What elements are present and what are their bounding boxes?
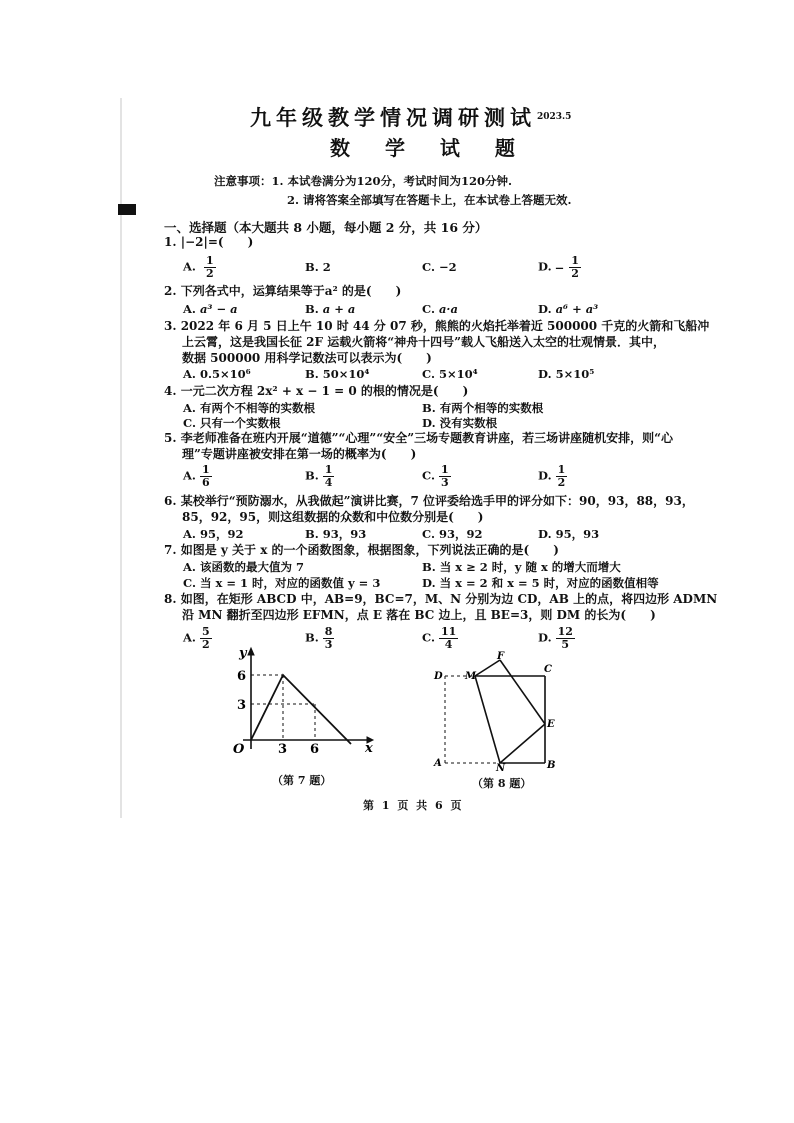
q6-option-a: A. 95，92 bbox=[183, 527, 244, 541]
point-N-label: N bbox=[496, 763, 506, 772]
q5-option-a: A. $\frac{1}{6}$ bbox=[183, 463, 210, 489]
point-B-label: B bbox=[547, 760, 556, 771]
point-D-label: D bbox=[434, 671, 443, 682]
figure-8-caption: （第 8 题） bbox=[472, 777, 532, 790]
question-3-line-3: 数据 500000 用科学记数法可以表示为( ) bbox=[182, 351, 432, 365]
function-graph bbox=[251, 675, 351, 744]
notes-line-2: 2. 请将答案全部填写在答题卡上，在本试卷上答题无效. bbox=[287, 193, 572, 207]
q5-option-c: C. $\frac{1}{3}$ bbox=[422, 463, 449, 489]
q4-option-d: D. 没有实数根 bbox=[422, 416, 498, 430]
q8-option-b: B. $\frac{8}{3}$ bbox=[305, 625, 333, 651]
edge-MF bbox=[475, 660, 500, 676]
q2-option-a: A. a³ − a bbox=[183, 302, 238, 316]
question-4: 4. 一元二次方程 2x² + x − 1 = 0 的根的情况是( ) bbox=[164, 384, 469, 398]
q2-option-b: B. a + a bbox=[305, 302, 356, 316]
figure-8-diagram bbox=[430, 650, 565, 772]
x-tick-3: 3 bbox=[278, 742, 288, 757]
y-tick-3: 3 bbox=[237, 698, 247, 713]
q3-option-d: D. 5×10⁵ bbox=[538, 367, 595, 381]
scan-marker bbox=[118, 204, 136, 215]
page-footer: 第 1 页 共 6 页 bbox=[363, 799, 464, 812]
q4-option-a: A. 有两个不相等的实数根 bbox=[183, 401, 315, 415]
q1-option-b: B. 2 bbox=[305, 260, 331, 274]
q4-option-c: C. 只有一个实数根 bbox=[183, 416, 281, 430]
q8-option-d: D. $\frac{12}{5}$ bbox=[538, 625, 573, 651]
exam-title: 九年级教学情况调研测试 bbox=[250, 105, 536, 130]
question-7: 7. 如图是 y 关于 x 的一个函数图象，根据图象，下列说法正确的是( ) bbox=[164, 543, 559, 557]
exam-subtitle: 数 学 试 题 bbox=[330, 136, 529, 160]
section-title: 一、选择题（本大题共 8 小题，每小题 2 分，共 16 分） bbox=[164, 220, 488, 235]
point-E-label: E bbox=[547, 719, 555, 730]
q7-option-d: D. 当 x = 2 和 x = 5 时，对应的函数值相等 bbox=[422, 576, 659, 590]
q6-option-b: B. 93，93 bbox=[305, 527, 367, 541]
question-6-line-1: 6. 某校举行“预防溺水，从我做起”演讲比赛，7 位评委给选手甲的评分如下：90，93，88，93， bbox=[164, 494, 694, 508]
y-tick-6: 6 bbox=[237, 669, 247, 684]
question-3-line-1: 3. 2022 年 6 月 5 日上午 10 时 44 分 07 秒，熊熊的火焰托举着近 500000 千克的火箭和飞船冲 bbox=[164, 319, 710, 333]
question-5-line-2: 理”专题讲座被安排在第一场的概率为( ) bbox=[182, 447, 417, 461]
q1-option-a: A. $\frac{1}{2}$ bbox=[183, 254, 214, 280]
q3-option-a: A. 0.5×10⁶ bbox=[183, 367, 251, 381]
q7-option-c: C. 当 x = 1 时，对应的函数值 y = 3 bbox=[183, 576, 381, 590]
question-2: 2. 下列各式中，运算结果等于a² 的是( ) bbox=[164, 284, 402, 298]
q2-option-d: D. a⁶ + a³ bbox=[538, 302, 599, 316]
x-tick-6: 6 bbox=[310, 742, 320, 757]
q3-option-c: C. 5×10⁴ bbox=[422, 367, 478, 381]
q6-option-c: C. 93，92 bbox=[422, 527, 483, 541]
question-8-line-1: 8. 如图，在矩形 ABCD 中，AB=9，BC=7，M、N 分别为边 CD，AB 上的点，将四边形 ADMN bbox=[164, 592, 718, 606]
edge-FE bbox=[500, 660, 545, 724]
point-F-label: F bbox=[497, 651, 505, 662]
question-1: 1. |−2|=( ) bbox=[164, 235, 254, 249]
point-A-label: A bbox=[434, 758, 442, 769]
origin-label: O bbox=[233, 742, 245, 757]
q8-option-a: A. $\frac{5}{2}$ bbox=[183, 625, 210, 651]
y-axis-arrow bbox=[248, 648, 254, 655]
edge-EN bbox=[500, 724, 545, 763]
q2-option-c: C. a·a bbox=[422, 302, 458, 316]
q6-option-d: D. 95，93 bbox=[538, 527, 600, 541]
fold-MN bbox=[475, 676, 500, 763]
x-axis-label: x bbox=[365, 741, 373, 756]
question-5-line-1: 5. 李老师准备在班内开展“道德”“心理”“安全”三场专题教育讲座，若三场讲座随机安排，则“心 bbox=[164, 431, 674, 445]
q7-option-b: B. 当 x ≥ 2 时，y 随 x 的增大而增大 bbox=[422, 560, 621, 574]
q5-option-b: B. $\frac{1}{4}$ bbox=[305, 463, 333, 489]
question-3-line-2: 上云霄，这是我国长征 2F 运载火箭将“神舟十四号”载人飞船送入太空的壮观情景．其中， bbox=[182, 335, 666, 349]
question-8-line-2: 沿 MN 翻折至四边形 EFMN，点 E 落在 BC 边上，且 BE=3，则 DM 的长为( ) bbox=[182, 608, 656, 622]
question-6-line-2: 85，92，95，则这组数据的众数和中位数分别是( ) bbox=[182, 510, 484, 524]
q5-option-d: D. $\frac{1}{2}$ bbox=[538, 463, 566, 489]
q8-option-c: C. $\frac{11}{4}$ bbox=[422, 625, 457, 651]
q1-option-d: D. − $\frac{1}{2}$ bbox=[538, 254, 579, 280]
notes-line-1: 注意事项：1. 本试卷满分为120分，考试时间为120分钟. bbox=[214, 174, 513, 188]
q4-option-b: B. 有两个相等的实数根 bbox=[422, 401, 544, 415]
q7-option-a: A. 该函数的最大值为 7 bbox=[183, 560, 304, 574]
figure-7-caption: （第 7 题） bbox=[272, 774, 332, 787]
figure-7-graph bbox=[225, 645, 385, 757]
exam-date: 2023.5 bbox=[537, 112, 572, 122]
q1-option-c: C. −2 bbox=[422, 260, 457, 274]
point-C-label: C bbox=[544, 664, 552, 675]
y-axis-label: y bbox=[239, 646, 247, 661]
point-M-label: M bbox=[465, 671, 477, 682]
q3-option-b: B. 50×10⁴ bbox=[305, 367, 370, 381]
